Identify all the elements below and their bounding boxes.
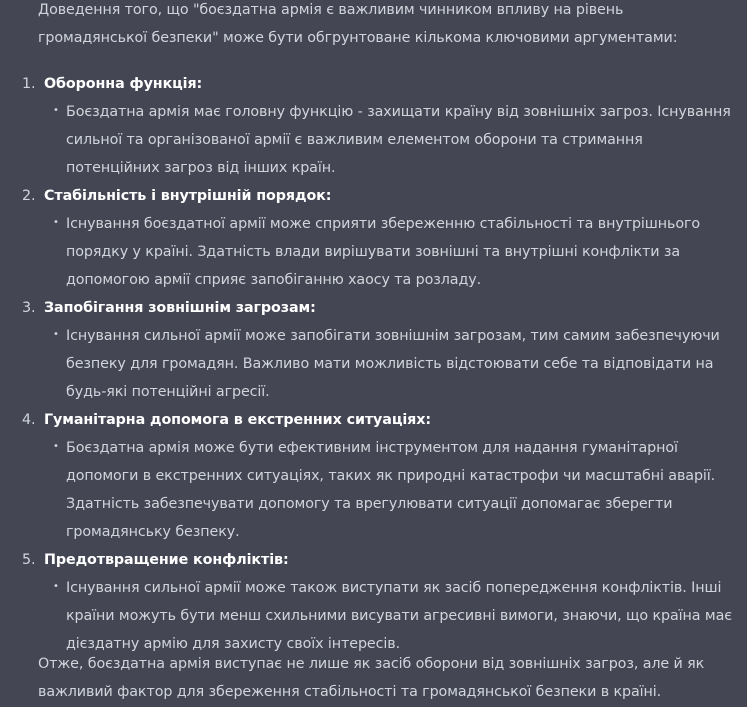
list-item [0,294,737,406]
list-number: 4. [22,412,36,428]
list-item [0,182,737,294]
sub-list [44,210,737,294]
list-number: 1. [22,76,36,92]
list-number: 5. [22,552,36,568]
bullet-text: Боєздатна армія має головну функцію - захищати країну від зовнішніх загроз. Існування сильної та організованої армії є важливим елементом оборони та стримання потенційних загроз від інших країн. [66,104,731,176]
bullet-text: Існування сильної армії може запобігати зовнішнім загрозам, тим самим забезпечуючи безпеку для громадян. Важливо мати можливість відстоювати себе та відповідати на будь-які потенційні агресії. [66,328,720,400]
bullet-text: Боєздатна армія може бути ефективним інструментом для надання гуманітарної допомоги в екстренних ситуаціях, таких як природні катастрофи чи масштабні аварії. Здатність забезпечувати допомогу та врегулювати ситуації допомагає зберегти громадянську безпеку. [66,440,716,540]
list-item [0,406,737,546]
sub-list [44,434,737,546]
bullet-item [44,434,737,546]
bullet-icon: • [53,441,59,452]
sub-list [44,574,737,658]
list-number: 3. [22,300,36,316]
bullet-text: Існування сильної армії може також виступати як засіб попередження конфліктів. Інші країни можуть бути менш схильними висувати агресивні вимоги, знаючи, що країна має дієздатну армію для захисту своїх інтересів. [66,580,732,652]
bullet-icon: • [53,581,59,592]
bullet-item [44,574,737,658]
intro-paragraph: Доведення того, що "боєздатна армія є важливим чинником впливу на рівень громадянської безпеки" може бути обгрунтоване кількома ключовими аргументами: [38,2,678,46]
outro-paragraph: Отже, боєздатна армія виступає не лише як засіб оборони від зовнішніх загроз, але й як важливий фактор для збереження стабільності та громадянської безпеки в країні. [38,656,705,700]
list-item [0,70,737,182]
item-title: Запобігання зовнішнім загрозам: [44,300,316,316]
item-title: Предотвращение конфліктів: [44,552,289,568]
item-title: Гуманітарна допомога в екстренних ситуаціях: [44,412,431,428]
bullet-icon: • [53,217,59,228]
bullet-text: Існування боєздатної армії може сприяти збереженню стабільності та внутрішнього порядку у країні. Здатність влади вирішувати зовнішні та внутрішні конфлікти за допомогою армії сприяє запобіганню хаосу та розладу. [66,216,701,288]
bullet-item [44,322,737,406]
bullet-icon: • [53,329,59,340]
bullet-item [44,98,737,182]
list-number: 2. [22,188,36,204]
item-title: Стабільність і внутрішній порядок: [44,188,332,204]
list-item [0,546,737,658]
bullet-item [44,210,737,294]
item-title: Оборонна функція: [44,76,203,92]
sub-list [44,98,737,182]
sub-list [44,322,737,406]
bullet-icon: • [53,105,59,116]
arguments-list [0,70,737,658]
